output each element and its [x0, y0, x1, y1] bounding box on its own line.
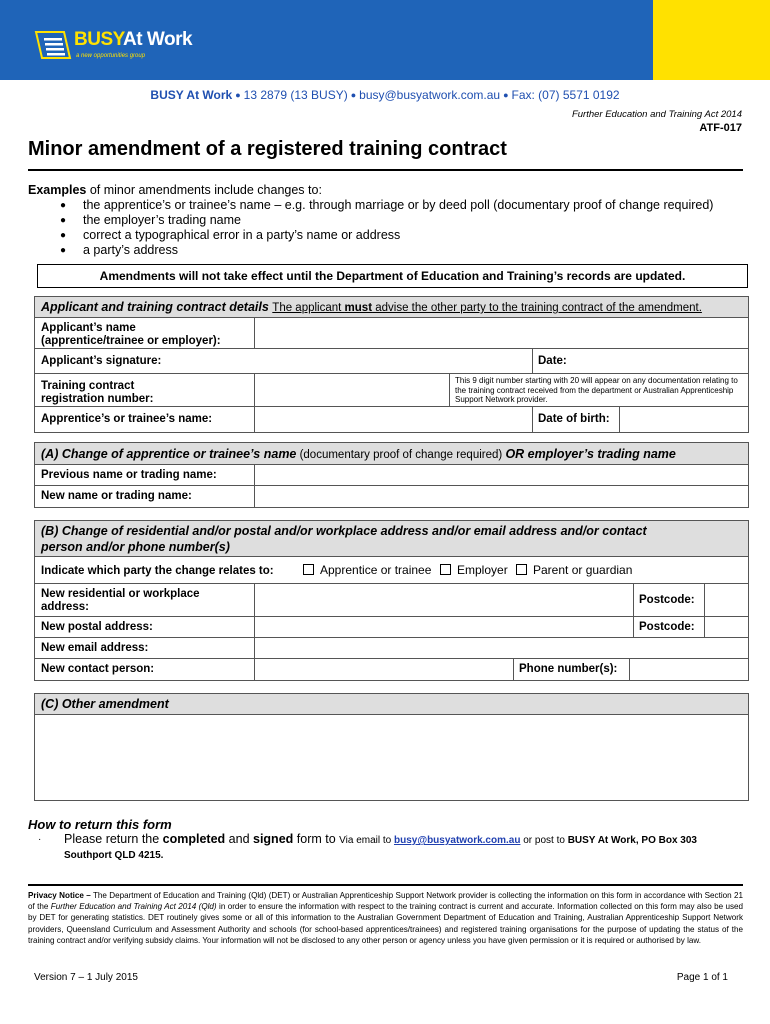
postal-postcode-field[interactable] [705, 617, 748, 637]
bullet-icon: ● [60, 230, 67, 241]
bullet-icon: ● [60, 245, 67, 256]
postal-address-text: Southport QLD 4215. [64, 850, 164, 861]
email-row [35, 638, 748, 659]
logo-tagline: a new opportunities group [76, 53, 146, 59]
applicant-heading-title: Applicant and training contract details [41, 300, 269, 314]
column-divider [633, 617, 634, 637]
busy-at-work-logo [34, 26, 204, 66]
apprentice-name-row [35, 407, 748, 432]
label-line: New residential or workplace [41, 588, 200, 600]
logo-emblem-icon [34, 28, 74, 60]
residential-address-field[interactable] [255, 584, 633, 616]
text: and [225, 832, 253, 846]
label-line: registration number: [41, 393, 154, 405]
version-label: Version 7 – 1 July 2015 [34, 972, 138, 983]
phone-field[interactable] [630, 659, 748, 680]
checkbox[interactable] [303, 564, 314, 575]
section-c-title: (C) Other amendment [41, 697, 169, 711]
text: or post to [520, 835, 568, 846]
contact-person-row [35, 659, 748, 680]
privacy-divider [28, 884, 743, 886]
examples-list [60, 198, 713, 258]
signature-field[interactable] [255, 349, 532, 373]
text: Please return the [64, 832, 163, 846]
section-a-heading [35, 443, 748, 465]
postcode-label: Postcode: [639, 594, 695, 606]
how-to-return-heading: How to return this form [28, 817, 172, 832]
examples-intro-bold: Examples [28, 183, 87, 197]
logo-brand-suffix: At Work [123, 29, 193, 50]
contract-number-row [35, 374, 748, 407]
list-item-text: a party’s address [83, 243, 178, 257]
section-c-heading [35, 694, 748, 715]
previous-name-field[interactable] [255, 465, 748, 485]
postal-address-field[interactable] [255, 617, 633, 637]
contact-fax: Fax: (07) 5571 0192 [511, 88, 620, 102]
section-b-title-line: person and/or phone number(s) [41, 540, 230, 554]
party-option-employer[interactable] [440, 563, 508, 577]
residential-address-label [41, 588, 200, 614]
contact-line [0, 88, 770, 102]
date-label: Date: [538, 355, 567, 367]
contact-phone: 13 2879 (13 BUSY) [243, 88, 348, 102]
residential-address-row [35, 584, 748, 617]
text: Via email to [339, 835, 394, 846]
contact-person-label: New contact person: [41, 663, 155, 675]
logo-wordmark [74, 29, 192, 51]
apprentice-name-label: Apprentice’s or trainee’s name: [41, 413, 213, 425]
contact-org: BUSY At Work [150, 88, 233, 102]
column-divider [532, 407, 533, 432]
applicant-name-row [35, 318, 748, 349]
section-a [34, 442, 749, 508]
label-line: (apprentice/trainee or employer): [41, 335, 221, 347]
new-name-field[interactable] [255, 486, 748, 507]
column-divider [449, 374, 450, 406]
label-line: address: [41, 601, 89, 613]
section-a-note: (documentary proof of change required) [296, 449, 506, 461]
previous-name-label: Previous name or trading name: [41, 469, 217, 481]
list-item-text: correct a typographical error in a party’s name or address [83, 228, 401, 242]
note-text: The applicant [272, 302, 345, 314]
email-label: New email address: [41, 642, 149, 654]
applicant-section-heading [35, 297, 748, 318]
list-item [60, 198, 713, 213]
signature-row [35, 349, 748, 374]
page-number: Page 1 of 1 [676, 972, 728, 983]
label-line: Training contract [41, 380, 135, 392]
records-notice: Amendments will not take effect until the Department of Education and Training’s records are updated. [37, 264, 748, 288]
party-label: Indicate which party the change relates to: [41, 565, 274, 577]
section-b [34, 520, 749, 681]
text: form to [293, 832, 340, 846]
signature-label: Applicant’s signature: [41, 355, 162, 367]
section-c [34, 693, 749, 801]
contract-number-help: This 9 digit number starting with 20 will appear on any documentation relating to the training contract received from the department or Australian Apprenticeship Support Network provider. [455, 376, 738, 404]
previous-name-row [35, 465, 748, 486]
list-item [60, 213, 713, 228]
contract-number-label [41, 380, 153, 406]
privacy-notice [28, 890, 743, 946]
list-item-text: the apprentice’s or trainee’s name – e.g. through marriage or by deed poll (documentary proof of change required) [83, 198, 714, 212]
checkbox[interactable] [516, 564, 527, 575]
examples-block [28, 183, 713, 258]
option-label: Employer [457, 563, 508, 577]
form-code: ATF-017 [699, 122, 742, 134]
date-field[interactable] [580, 349, 748, 373]
note-must: must [344, 302, 373, 314]
bullet-icon: ● [60, 215, 67, 226]
checkbox[interactable] [440, 564, 451, 575]
new-name-row [35, 486, 748, 507]
list-item [60, 228, 713, 243]
party-option-parent[interactable] [516, 563, 632, 577]
applicant-name-field[interactable] [255, 318, 748, 348]
section-a-title-alt: OR employer’s trading name [505, 447, 676, 461]
phone-label: Phone number(s): [519, 663, 618, 675]
examples-intro [28, 183, 713, 198]
contact-email[interactable]: busy@busyatwork.com.au [359, 88, 501, 102]
postal-address-label: New postal address: [41, 621, 153, 633]
section-b-title-line: (B) Change of residential and/or postal and/or workplace address and/or email address and/or contact [41, 524, 647, 538]
applicant-section [34, 296, 749, 433]
privacy-text: in order to ensure the information with respect to the training contract is current and accurate. Information collected on this form may also be used by DET for generating statistics. DET routinely gives some or all of this information to the Australian Government Department of Education and Training, Australian Apprenticeship Support Network providers, Queensland Curriculum and Assessment Authority and schools (for school-based apprentices/trainees) and registered training organisations for the purpose of updating the status of the training contract and/or verifying subsidy claims. Your information will not be disclosed to any other person or agency unless you have given permission or it is required or authorised by law. [28, 902, 744, 945]
privacy-label: Privacy Notice – [28, 891, 91, 900]
title-divider [28, 169, 743, 171]
privacy-act: Further Education and Training Act 2014 (Qld) [50, 902, 217, 912]
postcode-label: Postcode: [639, 621, 695, 633]
applicant-name-label [41, 322, 221, 348]
list-item-text: the employer’s trading name [83, 213, 241, 227]
other-amendment-field[interactable] [35, 715, 748, 800]
examples-intro-text: of minor amendments include changes to: [86, 183, 322, 197]
postal-address-text: BUSY At Work, PO Box 303 [567, 835, 697, 846]
new-name-label: New name or trading name: [41, 490, 192, 502]
section-a-title: (A) Change of apprentice or trainee’s name [41, 447, 297, 461]
text-signed: signed [253, 832, 294, 846]
label-line: Applicant’s name [41, 322, 136, 334]
contact-person-field[interactable] [255, 659, 513, 680]
party-option-apprentice[interactable] [303, 563, 431, 577]
separator-dot-icon: ● [503, 90, 509, 100]
return-instructions [64, 832, 697, 848]
dob-field[interactable] [620, 407, 748, 432]
text-completed: completed [162, 832, 226, 846]
column-divider [513, 659, 514, 680]
return-email-link[interactable]: busy@busyatwork.com.au [393, 835, 521, 846]
apprentice-name-field[interactable] [255, 407, 532, 432]
section-b-heading [35, 521, 748, 557]
option-label: Parent or guardian [533, 563, 633, 577]
header-accent [653, 0, 770, 80]
logo-brand: BUSY [74, 29, 124, 50]
party-row [35, 557, 748, 584]
column-divider [532, 349, 533, 373]
bullet-icon: ● [60, 200, 67, 211]
applicant-heading-note [272, 302, 702, 314]
separator-dot-icon: ● [350, 90, 357, 100]
residential-postcode-field[interactable] [705, 584, 748, 616]
option-label: Apprentice or trainee [320, 563, 432, 577]
email-field[interactable] [255, 638, 748, 658]
separator-dot-icon: ● [235, 90, 241, 100]
list-item [60, 243, 713, 258]
note-text: advise the other party to the training contract of the amendment. [372, 302, 702, 314]
privacy-text: The Department of Education and Training (Qld) (DET) or Australian Apprenticeship Support Network provider is collecting the information on this form in accordance with Section 21 of the [28, 891, 743, 912]
list-marker: · [38, 834, 42, 845]
page-title: Minor amendment of a registered training contract [28, 138, 507, 160]
contract-number-field[interactable] [255, 374, 449, 406]
dob-label: Date of birth: [538, 413, 610, 425]
legislation-reference: Further Education and Training Act 2014 [571, 109, 742, 120]
postal-address-row [35, 617, 748, 638]
column-divider [633, 584, 634, 616]
